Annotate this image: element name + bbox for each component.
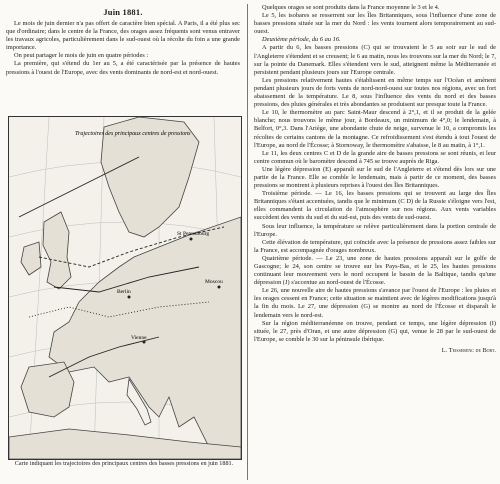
signature-prefix: L.	[441, 346, 448, 354]
europe-map-figure	[9, 117, 241, 459]
map-label-vienne: Vienne	[131, 335, 147, 341]
map-caption: Carte indiquant les trajectoires des principaux centres des basses pressions en juin 1881.	[14, 460, 234, 467]
right-paragraph-12: Le 26, une nouvelle aire de hautes pressions s'avance par l'ouest de l'Europe : les pluies et les orages cessent en France; cette situation se maintient avec de légères modifications jusqu'à la fin du mois. Le 27, une dépression (G) se montre au nord de l'Écosse et disparaît le lendemain vers le nord-est.	[254, 287, 496, 319]
map-label-berlin: Berlin	[117, 289, 131, 295]
map-label-st-petersbourg: St Petersbourg	[177, 231, 210, 237]
right-paragraph-1: Quelques orages se sont produits dans la France moyenne le 3 et le 4.	[262, 4, 440, 11]
right-column	[254, 4, 496, 482]
right-paragraph-5: Le 10, le thermomètre au parc Saint-Maur descend à 2°,1, et il se produit de la gelée blanche; nous trouvons le même jour, à Bordeaux, un minimum de 4°,0; le lendemain, à Belfort, 0°,3. Dans l'Ariège, une abondante chute de neige, survenue le 10, a compromis les récoltes de certains cantons de la montagne. Ce refroidissement s'est étendu à tout l'ouest de l'Europe, au nord de l'Écosse; à Stornoway, le thermomètre s'abaisse, le 8 au matin, à 1°,1.	[254, 109, 496, 149]
iberian-peninsula	[21, 362, 74, 417]
third-period-paragraph: Troisième période. — Le 16, les basses pressions qui se trouvent au large des Îles Britanniques s'étant accentuées, tandis que le minimum (C D) de la Russie s'éloigne vers l'est, elles commandent la circulation de l'atmosphère sur nos régions. Aux vents variables succèdent des vents du sud et du sud-est, puis des vents de sud-ouest.	[254, 190, 496, 222]
right-paragraph-3: A partir du 6, les basses pressions (C) qui se trouvaient le 5 au soir sur le sud de l'Angleterre s'étendent et se creusent; le 6 au matin, nous les trouvons sur la mer du Nord; le 7, sur la pointe du Danemark. Elles s'étendent vers le sud, atteignent même la Méditerranée et persistent pendant plusieurs jours sur l'Europe centrale.	[254, 44, 496, 76]
fourth-period-paragraph: Quatrième période. — Le 23, une zone de hautes pressions apparaît sur le golfe de Gascogne; le 24, son centre se trouve sur les Pays-Bas, et le 25, les hautes pressions continuant leur mouvement vers le nord occupent le bassin de la Baltique, tandis qu'une dépression (J) s'accentue au nord-ouest de l'Écosse.	[254, 254, 496, 287]
intro-paragraph: Le mois de juin dernier n'a pas offert de caractère bien spécial. A Paris, il a été plus sec que d'ordinaire; dans le centre de la France, des orages assez fréquents sont venus entraver les travaux agricoles, particulièrement dans le sud-ouest où la récolte du foin a une grande importance.	[6, 20, 240, 52]
signature-name: Teisserenc de Bort.	[448, 346, 496, 354]
periods-intro-paragraph: On peut partager le mois de juin en quatre périodes :	[14, 52, 149, 60]
page-title: Juin 1881.	[103, 7, 143, 17]
column-divider	[247, 4, 248, 480]
right-paragraph-7: Une légère dépression (E) apparaît sur le sud de l'Angleterre et s'étend dès lors sur une partie de la France. Elle se comble le lendemain, mais à partir de ce moment, des basses pressions se montrent à plusieurs reprises à l'ouest des Îles Britanniques.	[254, 165, 496, 190]
first-period-paragraph: La première, qui s'étend du 1er au 5, a été caractérisée par la présence de hautes pressions à l'ouest de l'Europe, avec des vents dominants de nord-est et nord-ouest.	[6, 60, 240, 76]
right-paragraph-2: Le 5, les isobares se resserrent sur les Îles Britanniques, sous l'influence d'une zone de basses pressions située sur la mer du Nord : les vents tournent alors temporairement au sud-ouest.	[254, 12, 496, 36]
right-paragraph-13: Sur la région méditerranéenne on trouve, pendant ce temps, une légère dépression (I) située, le 27, près d'Oran, et une autre dépression (G) qui, venue le 28 par le sud-ouest de l'Europe, se comble le 30 sur la péninsule ibérique.	[254, 319, 496, 343]
right-paragraph-6: Le 11, les deux centres C et D de la grande aire de basses pressions se sont réunis, et leur centre commun où le baromètre descend à 745 se trouve auprès de Riga.	[254, 149, 496, 165]
map-title-label: Trajectoires des principaux centres de pressions	[75, 131, 191, 137]
right-paragraph-9: Sous leur influence, la température se relève particulièrement dans la portion centrale de l'Europe.	[254, 222, 496, 238]
map-label-moscou: Moscou	[205, 279, 223, 285]
left-column	[6, 4, 240, 482]
right-paragraph-4: Les pressions relativement hautes s'établissent en même temps sur l'Océan et amènent pendant plusieurs jours de forts vents de nord-nord-ouest sur toutes nos régions, avec un fort abaissement de la température. Le 8, sous l'influence des vents du nord et des basses pressions, des pluies générales et très abondantes se produisent sur presque toute la France.	[254, 76, 496, 109]
right-paragraph-10: Cette élévation de température, qui coïncide avec la présence de pressions assez faibles sur la France, est accompagnée d'orages nombreux.	[254, 238, 496, 254]
author-signature	[254, 347, 496, 354]
trajectory-map	[8, 116, 242, 460]
second-period-heading: Deuxième période, du 6 au 16.	[262, 36, 341, 44]
